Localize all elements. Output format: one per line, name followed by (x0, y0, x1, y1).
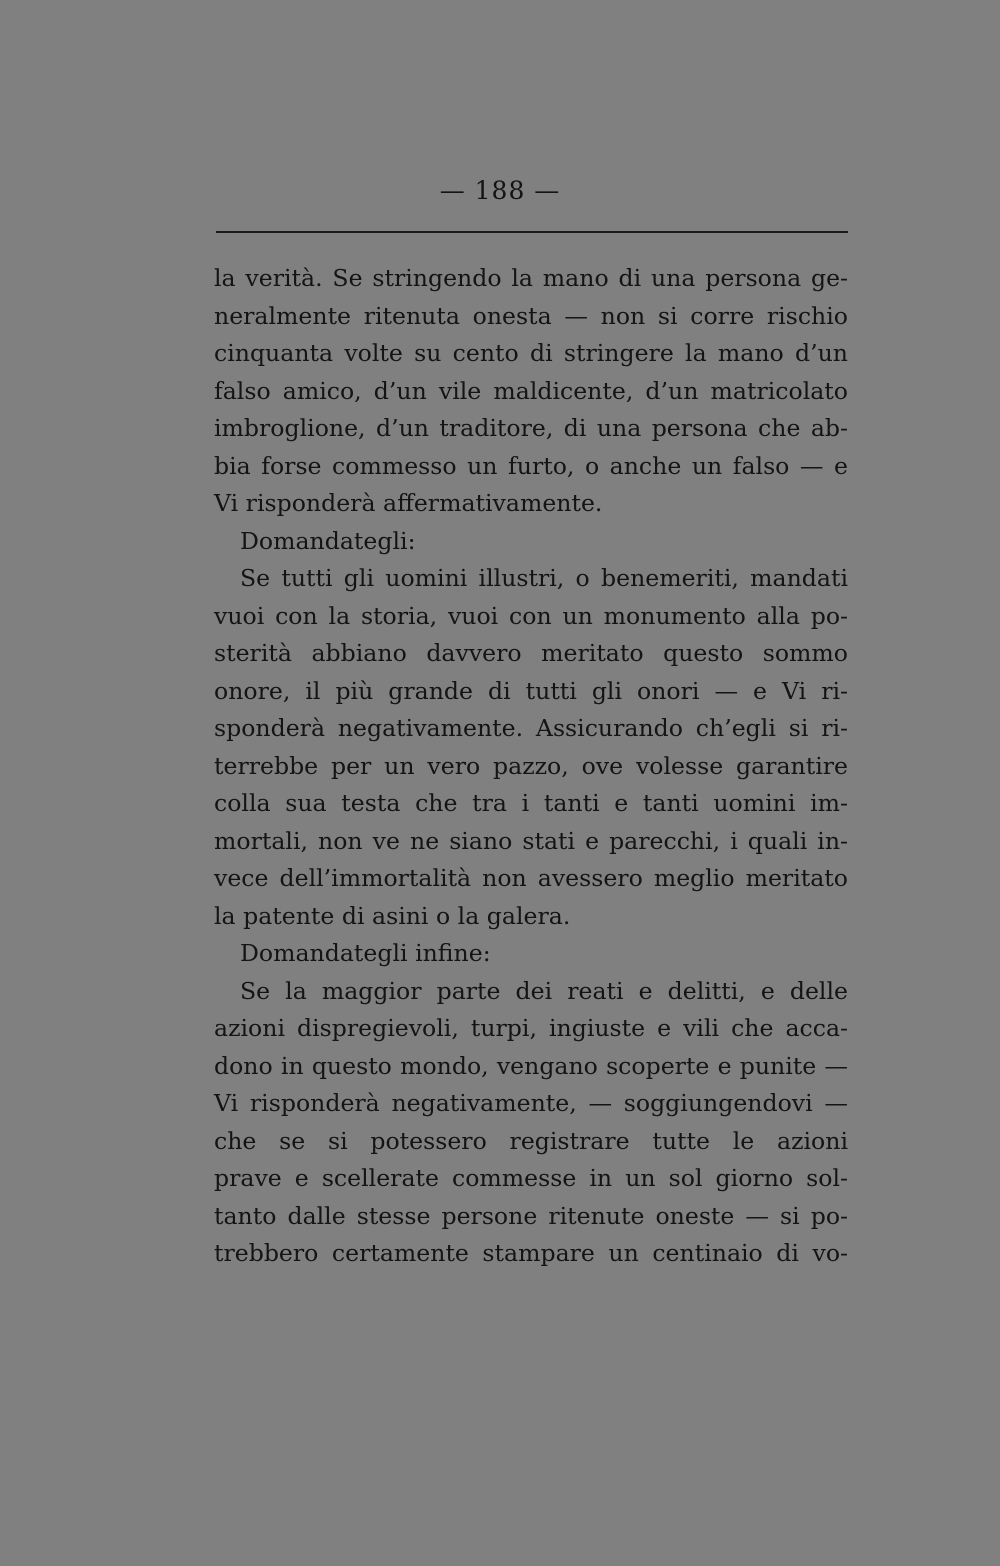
text-line: Vi risponderà negativamente, — soggiungendovi — (214, 1089, 848, 1117)
text-line: dono in questo mondo, vengano scoperte e punite — (214, 1051, 848, 1080)
text-line: azioni dispregievoli, turpi, ingiuste e vili che acca- (214, 1014, 848, 1042)
text-line: vece dell’immortalità non avessero meglio meritato (214, 864, 848, 892)
text-line: neralmente ritenuta onesta — non si corre rischio (214, 301, 848, 330)
page-number: — 188 — (439, 176, 561, 205)
text-line: vuoi con la storia, vuoi con un monumento alla po- (214, 601, 848, 630)
text-line: falso amico, d’un vile maldicente, d’un matricolato (214, 376, 848, 405)
text-line: che se si potessero registrare tutte le azioni (214, 1126, 848, 1155)
text-line: sponderà negativamente. Assicurando ch’egli si ri- (214, 714, 848, 742)
text-line: onore, il più grande di tutti gli onori — e Vi ri- (214, 676, 848, 705)
text-line: terrebbe per un vero pazzo, ove volesse garantire (214, 751, 848, 780)
text-line: tanto dalle stesse persone ritenute oneste — si po- (214, 1201, 848, 1230)
text-line: Domandategli infine: (240, 939, 491, 967)
body-text (214, 260, 848, 1273)
text-line: Se la maggior parte dei reati e delitti, e delle (240, 976, 848, 1005)
text-line: la verità. Se stringendo la mano di una persona ge- (214, 264, 848, 292)
text-line: cinquanta volte su cento di stringere la mano d’un (214, 339, 848, 367)
text-line: colla sua testa che tra i tanti e tanti uomini im- (214, 789, 848, 817)
text-line: la patente di asini o la galera. (214, 901, 571, 930)
text-line: bia forse commesso un furto, o anche un falso — e (214, 451, 848, 480)
text-line: mortali, non ve ne siano stati e parecchi, i quali in- (214, 826, 848, 855)
text-line: sterità abbiano davvero meritato questo sommo (214, 639, 848, 667)
text-line: trebbero certamente stampare un centinaio di vo- (214, 1239, 848, 1267)
text-line: Se tutti gli uomini illustri, o benemeriti, mandati (240, 564, 848, 592)
text-line: Vi risponderà affermativamente. (214, 489, 603, 517)
text-line: prave e scellerate commesse in un sol giorno sol- (214, 1164, 848, 1192)
header-rule (216, 231, 848, 233)
text-line: imbroglione, d’un traditore, di una persona che ab- (214, 414, 848, 442)
text-line: Domandategli: (240, 526, 416, 555)
